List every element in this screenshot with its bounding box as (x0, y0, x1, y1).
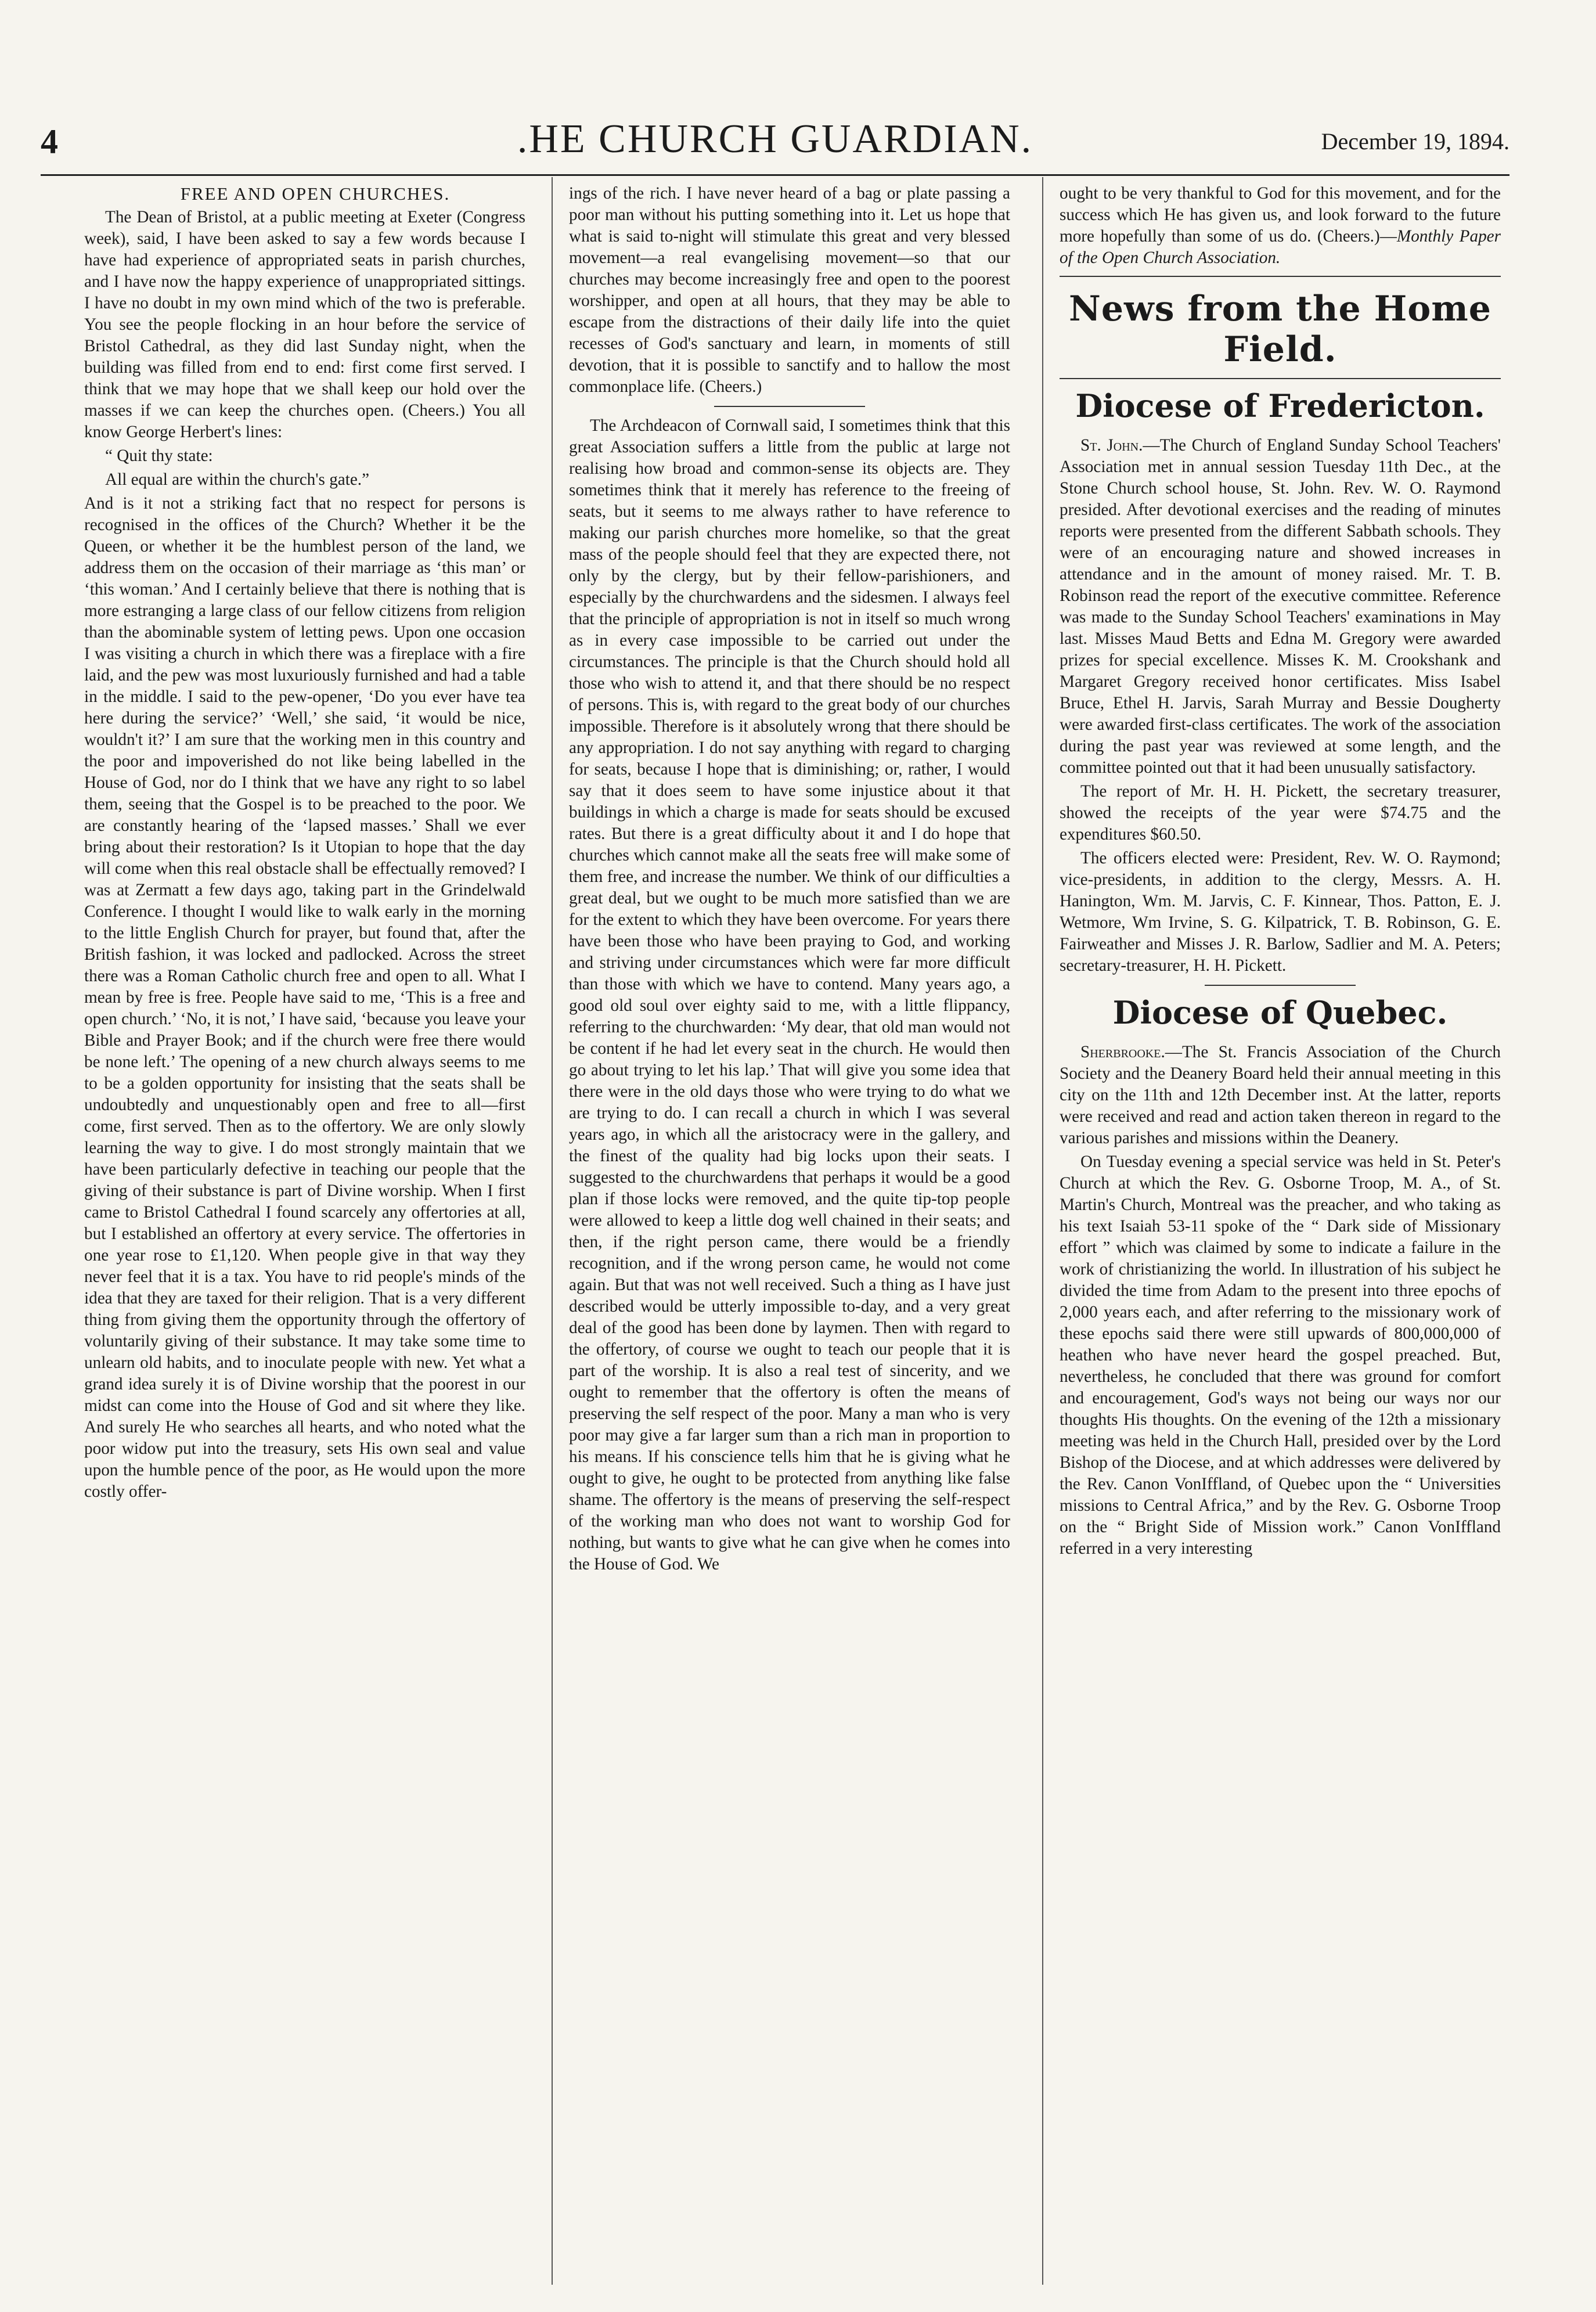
masthead (41, 110, 1509, 174)
article-paragraph (1060, 435, 1501, 779)
article-paragraph: The Archdeacon of Cornwall said, I sometimes think that this great Association suffers a little from the public at large not realising how broad and common-sense its objects are. They sometimes think that it merely has reference to the freeing of seats, but it seems to me always rather to have reference to making our parish churches more homelike, so that the great mass of the people should feel that they are expected there, not only by the clergy, but by their fellow-parishioners, and especially by the churchwardens and the sidesmen. I always feel that the principle of appropriation is not in itself so much wrong as in every case impossible to be carried out under the circumstances. The principle is that the Church should hold all those who wish to attend it, and that there should be no respect of persons. This is, with regard to the great body of our churches impossible. Therefore is it absolutely wrong that there should be any appropriation. I do not say anything with regard to charging for seats, because I hope that is diminishing; or, rather, I would say that it does seem to have some injustice about it that buildings in which a charge is made for seats should be excused rates. But there is a great difficulty about it and I do hope that churches which cannot make all the seats free will make some of them free, and increase the number. We think of our difficulties a great deal, but we ought to be much more satisfied than we are for the extent to which they have been overcome. For years there have been those who have been praying to God, and working and striving under circumstances which were far more difficult than those with which we have to contend. Many years ago, a good old soul over eighty said to me, with a little flippancy, referring to the churchwarden: ‘My dear, that old man would not be content if he had let every seat in the church. He would then go about trying to let his lap.’ That will give you some idea that there were in the old days those who were trying to do what we are trying to do. I can recall a church in which I was several years ago, in which all the aristocracy were in the gallery, and the finest of the quality had big locks upon their seats. I suggested to the churchwardens that perhaps it would be a good plan if those locks were removed, and the quite tip-top people were allowed to keep a little dog well chained in their seats; and then, if the right person came, there would be a friendly recognition, and if the wrong person came, he would not come again. But that was not well received. Such a thing as I have just described would be utterly impossible to-day, and a very great deal of the good has been done by laymen. Then with regard to the offertory, of course we ought to teach our people that it is part of the worship. It is also a real test of sincerity, and we ought to remember that the offertory is often the means of preserving the self respect of the poor. Many a man who is very poor may give a far larger sum than a rich man in proportion to his means. If his conscience tells him that he is giving what he ought to give, he ought to be protected from anything like false shame. The offertory is the means of preserving the self-respect of the working man who does not want to worship God for nothing, but wants to give what he can give when he comes into the House of God. We (569, 416, 1010, 1573)
column-2 (569, 183, 1010, 2279)
article-paragraph: The officers elected were: President, Rev. W. O. Raymond; vice-presidents, in addition to the clergy, Messrs. A. H. Hanington, Wm. M. Jarvis, C. F. Kinnear, Thos. Patton, E. J. Wetmore, Wm Irvine, S. G. Kilpatrick, T. B. Robinson, G. E. Fairweather and Misses J. R. Barlow, Sadlier and M. A. Peters; secretary-treasurer, H. H. Pickett. (1060, 849, 1501, 975)
masthead-rule (41, 174, 1509, 176)
page-number: 4 (41, 123, 58, 161)
diocese-heading: Diocese of Fredericton. (1075, 387, 1485, 424)
section-divider (1060, 276, 1501, 277)
article-paragraph: ings of the rich. I have never heard of a bag or plate passing a poor man without his putting something into it. Let us hope that what is said to-night will stimulate this great and very blessed movement—a real evangelising movement—so that our churches may become increasingly free and open to the poorest worshipper, and open at all hours, that they may be able to escape from the distractions of their daily life into the quiet recesses of God's sanctuary and learn, in moments of still devotion, that it is possible to sanctify and to hallow the most commonplace life. (Cheers.) (569, 184, 1010, 396)
article-paragraph: And is it not a striking fact that no respect for persons is recognised in the offices of the Church? Whether it be the Queen, or whether it be the humblest person of the land, we address them on the occasion of their marriage as ‘this man’ or ‘this woman.’ And I certainly believe that there is nothing that is more estranging a large class of our fellow citizens from religion than the abominable system of letting pews. Upon one occasion I was visiting a church in which there was a fireplace with a fire laid, and the pew was most luxuriously furnished and had a table in the middle. I said to the pew-opener, ‘Do you ever have tea here during the service?’ ‘Well,’ she said, ‘it would be nice, wouldn't it?’ I am sure that the working men in this country and the poor and impoverished do not like being labelled in the House of God, nor do I think that we have any right to so label them, seeing that the Gospel is to be preached to the poor. We are constantly hearing of the ‘lapsed masses.’ Shall we ever bring about their restoration? Is it Utopian to hope that the day will come when this real obstacle shall be effectually removed? I was at Zermatt a few days ago, taking part in the Grindelwald Conference. I thought I would like to walk early in the morning to the little English Church for prayer, but found that, after the British fashion, it was locked and padlocked. Across the street there was a Roman Catholic church free and open to all. What I mean by free is free. People have said to me, ‘This is a free and open church.’ ‘No, it is not,’ I have said, ‘because you leave your Bible and Prayer Book; and if the church were free there would be none left.’ The opening of a new church always seems to me to be a golden opportunity for insisting that the seats shall be undoubtedly and unquestionably open and free to all—first come, first served. Then as to the offertory. We are only slowly learning the way to give. I do most strongly maintain that we have been particularly defective in teaching our people that the giving of their substance is part of Divine worship. When I first came to Bristol Cathedral I found scarcely any offertories at all, but I established an offertory at every service. The offertories in one year rose to £1,120. When people give in that way they never feel that it is a tax. You have to rid people's minds of the idea that they are taxed for their religion. That is a very different thing from giving them the opportunity through the offertory of voluntarily giving of their substance. It may take some time to unlearn old habits, and to inoculate people with new. Yet what a grand idea surely it is of Divine worship that the poorest in our midst can come into the House of God and sit where they like. And surely He who searches all hearts, and who noted what the poor widow put into the treasury, sets His own seal and value upon the humble pence of the poor, as He would upon the more costly offer- (84, 494, 525, 1501)
source-attribution: Monthly Paper of the Open Church Association. (1060, 227, 1501, 267)
article-paragraph: The report of Mr. H. H. Pickett, the secretary treasurer, showed the receipts of the year were $74.75 and the expenditures $60.50. (1060, 782, 1501, 844)
article-heading: FREE AND OPEN CHURCHES. (180, 183, 451, 204)
article-paragraph (1060, 183, 1501, 269)
section-banner: News from the Home Field. (1069, 289, 1491, 370)
article-paragraph: On Tuesday evening a special service was held in St. Peter's Church at which the Rev. G. Osborne Troop, M. A., of St. Martin's Church, Montreal was the preacher, and who taking as his text Isaiah 53-11 spoke of the “ Dark side of Missionary effort ” which was claimed by some to indicate a failure in the work of christianizing the world. In illustration of his subject he divided the time from Adam to the present into three epochs of 2,000 years each, and after referring to the missionary work of these epochs said there were still upwards of 800,000,000 of heathen who have never heard the gospel preached. But, nevertheless, he concluded that there was ground for comfort and encouragement, God's ways not being our ways nor our thoughts His thoughts. On the evening of the 12th a missionary meeting was held in the Church Hall, presided over by the Lord Bishop of the Diocese, and at which addresses were delivered by the Rev. Canon VonIffland, of Quebec upon the “ Universities missions to Central Africa,” and by the Rev. G. Osborne Troop on the “ Bright Side of Mission work.” Canon VonIffland referred in a very interesting (1060, 1153, 1501, 1558)
section-divider (1205, 985, 1356, 986)
dateline: Sherbrooke. (1080, 1043, 1165, 1061)
article-closing-text: ought to be very thankful to God for this movement, and for the success which He has given us, and look forward to the future more hopefully than some of us do. (Cheers.)— (1060, 184, 1501, 246)
issue-date: December 19, 1894. (1321, 128, 1509, 154)
verse-line: All equal are within the church's gate.” (105, 470, 370, 489)
dateline: St. John. (1080, 436, 1143, 455)
column-divider (1042, 177, 1043, 2285)
column-3 (1060, 183, 1501, 2279)
verse-line: “ Quit thy state: (105, 446, 213, 465)
column-divider (552, 177, 553, 2285)
section-divider (1060, 378, 1501, 379)
section-divider (714, 406, 865, 407)
paragraph-text: —The Church of England Sunday School Teachers' Association met in annual session Tuesday 11th Dec., at the Stone Church school house, St. John. Rev. W. O. Raymond presided. After devotional exercises and the reading of minutes reports were presented from the different Sabbath schools. They were of an encouraging nature and showed increases in attendance and in the amount of money raised. Mr. T. B. Robinson read the report of the executive committee. Reference was made to the Sunday School Teachers' examinations in May last. Misses Maud Betts and Edna M. Gregory were awarded prizes for special excellence. Misses K. M. Crookshank and Margaret Gregory received honor certificates. Miss Isabel Bruce, Ethel H. Jarvis, Sarah Murray and Bessie Dougherty were awarded first-class certificates. The work of the association during the past year was reviewed at some length, and the committee pointed out that it had been unusually satisfactory. (1060, 436, 1501, 777)
newspaper-title: .HE CHURCH GUARDIAN. (517, 117, 1033, 161)
article-paragraph: The Dean of Bristol, at a public meeting at Exeter (Congress week), said, I have been asked to say a few words because I have had experience of appropriated seats in parish churches, and I have now the happy experience of unappropriated sittings. I have no doubt in my own mind which of the two is preferable. You see the people flocking in an hour before the service of Bristol Cathedral, as they did last Sunday night, when the building was filled from end to end: first come first served. I think that we may hope that we shall keep our hold over the masses if we can keep the churches open. (Cheers.) You all know George Herbert's lines: (84, 208, 525, 441)
paragraph-text: —The St. Francis Association of the Church Society and the Deanery Board held their annual meeting in this city on the 11th and 12th December inst. At the latter, reports were received and read and action taken thereon in regard to the various parishes and missions within the Deanery. (1060, 1043, 1501, 1147)
article-paragraph (1060, 1042, 1501, 1149)
diocese-heading: Diocese of Quebec. (1112, 994, 1448, 1031)
column-1 (84, 183, 525, 2279)
